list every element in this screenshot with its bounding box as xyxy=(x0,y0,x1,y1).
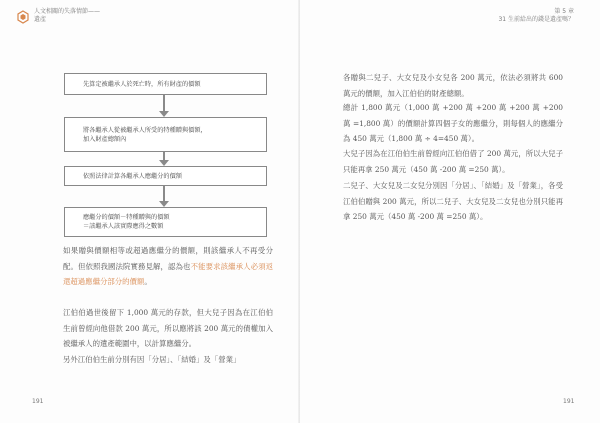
flowchart-arrow-2-icon xyxy=(159,152,169,166)
book-logo-icon xyxy=(16,10,30,24)
left-paragraph-3: 另外江伯伯生前分別有因「分居」、「結婚」及「營業」 xyxy=(63,355,241,364)
left-header-line1: 人文相關的失落情節—— xyxy=(34,8,101,15)
right-paragraph-2: 總計 1,800 萬元（1,000 萬 +200 萬 +200 萬 +200 萬 +200 萬 =1,800 萬）的價額計算四個子女的應繼分，則每個人的應繼分為 450 萬元（1,800 萬 ÷ 4=450 萬）。 xyxy=(343,103,563,144)
left-header-line2: 遺產 xyxy=(34,16,47,23)
flowchart-step-1 xyxy=(64,73,267,95)
left-paragraph-1-part1: 如果贈與價額相等或超過應繼分的價額，則該繼承人不再受分配。但依照我國法院實務見解，認為也 xyxy=(63,246,273,271)
right-page-number: 191 xyxy=(563,398,575,405)
left-paragraph-1-part2: 。 xyxy=(144,277,152,287)
right-paragraph-3: 大兒子因為在江伯伯生前曾經向江伯伯借了 200 萬元，所以大兒子只能再拿 250 萬元（450 萬 -200 萬 =250 萬）。 xyxy=(343,149,563,174)
left-page-number: 191 xyxy=(32,398,44,405)
flowchart-step-3 xyxy=(64,166,267,186)
left-page-header xyxy=(16,8,100,24)
flowchart-step-2-line1: 將各繼承人從被繼承人所受的特種贈與價額， xyxy=(83,126,207,134)
right-header-section: 31 生前給出的錢是遺產嗎？ xyxy=(498,16,574,23)
flowchart-arrow-3-icon xyxy=(159,186,169,207)
flowchart-step-2 xyxy=(64,117,267,152)
flowchart-step-2-line2: 加入財產總額內 xyxy=(83,135,127,143)
right-page-header xyxy=(498,8,574,24)
flowchart-step-3-text: 依照法律計算各繼承人應繼分的價額 xyxy=(83,172,182,180)
flowchart-step-4 xyxy=(64,207,267,237)
flowchart-step-4-line1: 應繼分的價額－特種贈與的價額 xyxy=(83,214,170,221)
flowchart-arrow-1-icon xyxy=(159,95,169,117)
left-paragraph-1-highlight: 不能要求該繼承人必須返還超過應繼分部分的價額 xyxy=(63,261,273,287)
left-header-text xyxy=(34,8,100,24)
flowchart-step-4-line2: ＝該繼承人該實際應得之數額 xyxy=(83,223,164,230)
flowchart-step-1-text: 先算定被繼承人於死亡時，所有財產的價額 xyxy=(83,80,201,88)
right-paragraph-4: 二兒子、大女兒及二女兒分別因「分居」、「結婚」及「營業」，各受江伯伯贈與 200 萬元，所以二兒子、大女兒及二女兒也分別只能再拿 250 萬元（450 萬 -200 萬 =250 萬）。 xyxy=(343,181,563,222)
right-paragraph-1: 各贈與二兒子、大女兒及小女兒各 200 萬元，依法必須將共 600 萬元的價額，加入江伯伯的財產總額。 xyxy=(343,73,563,98)
left-paragraph-2: 江伯伯過世後留下 1,000 萬元的存款，但大兒子因為在江伯伯生前曾經向他借款 200 萬元，所以應將該 200 萬元的債權加入被繼承人的遺產範圍中，以計算應繼分。 xyxy=(63,308,273,349)
right-header-chapter: 第 5 章 xyxy=(554,8,574,15)
left-paragraph-1 xyxy=(63,243,273,290)
